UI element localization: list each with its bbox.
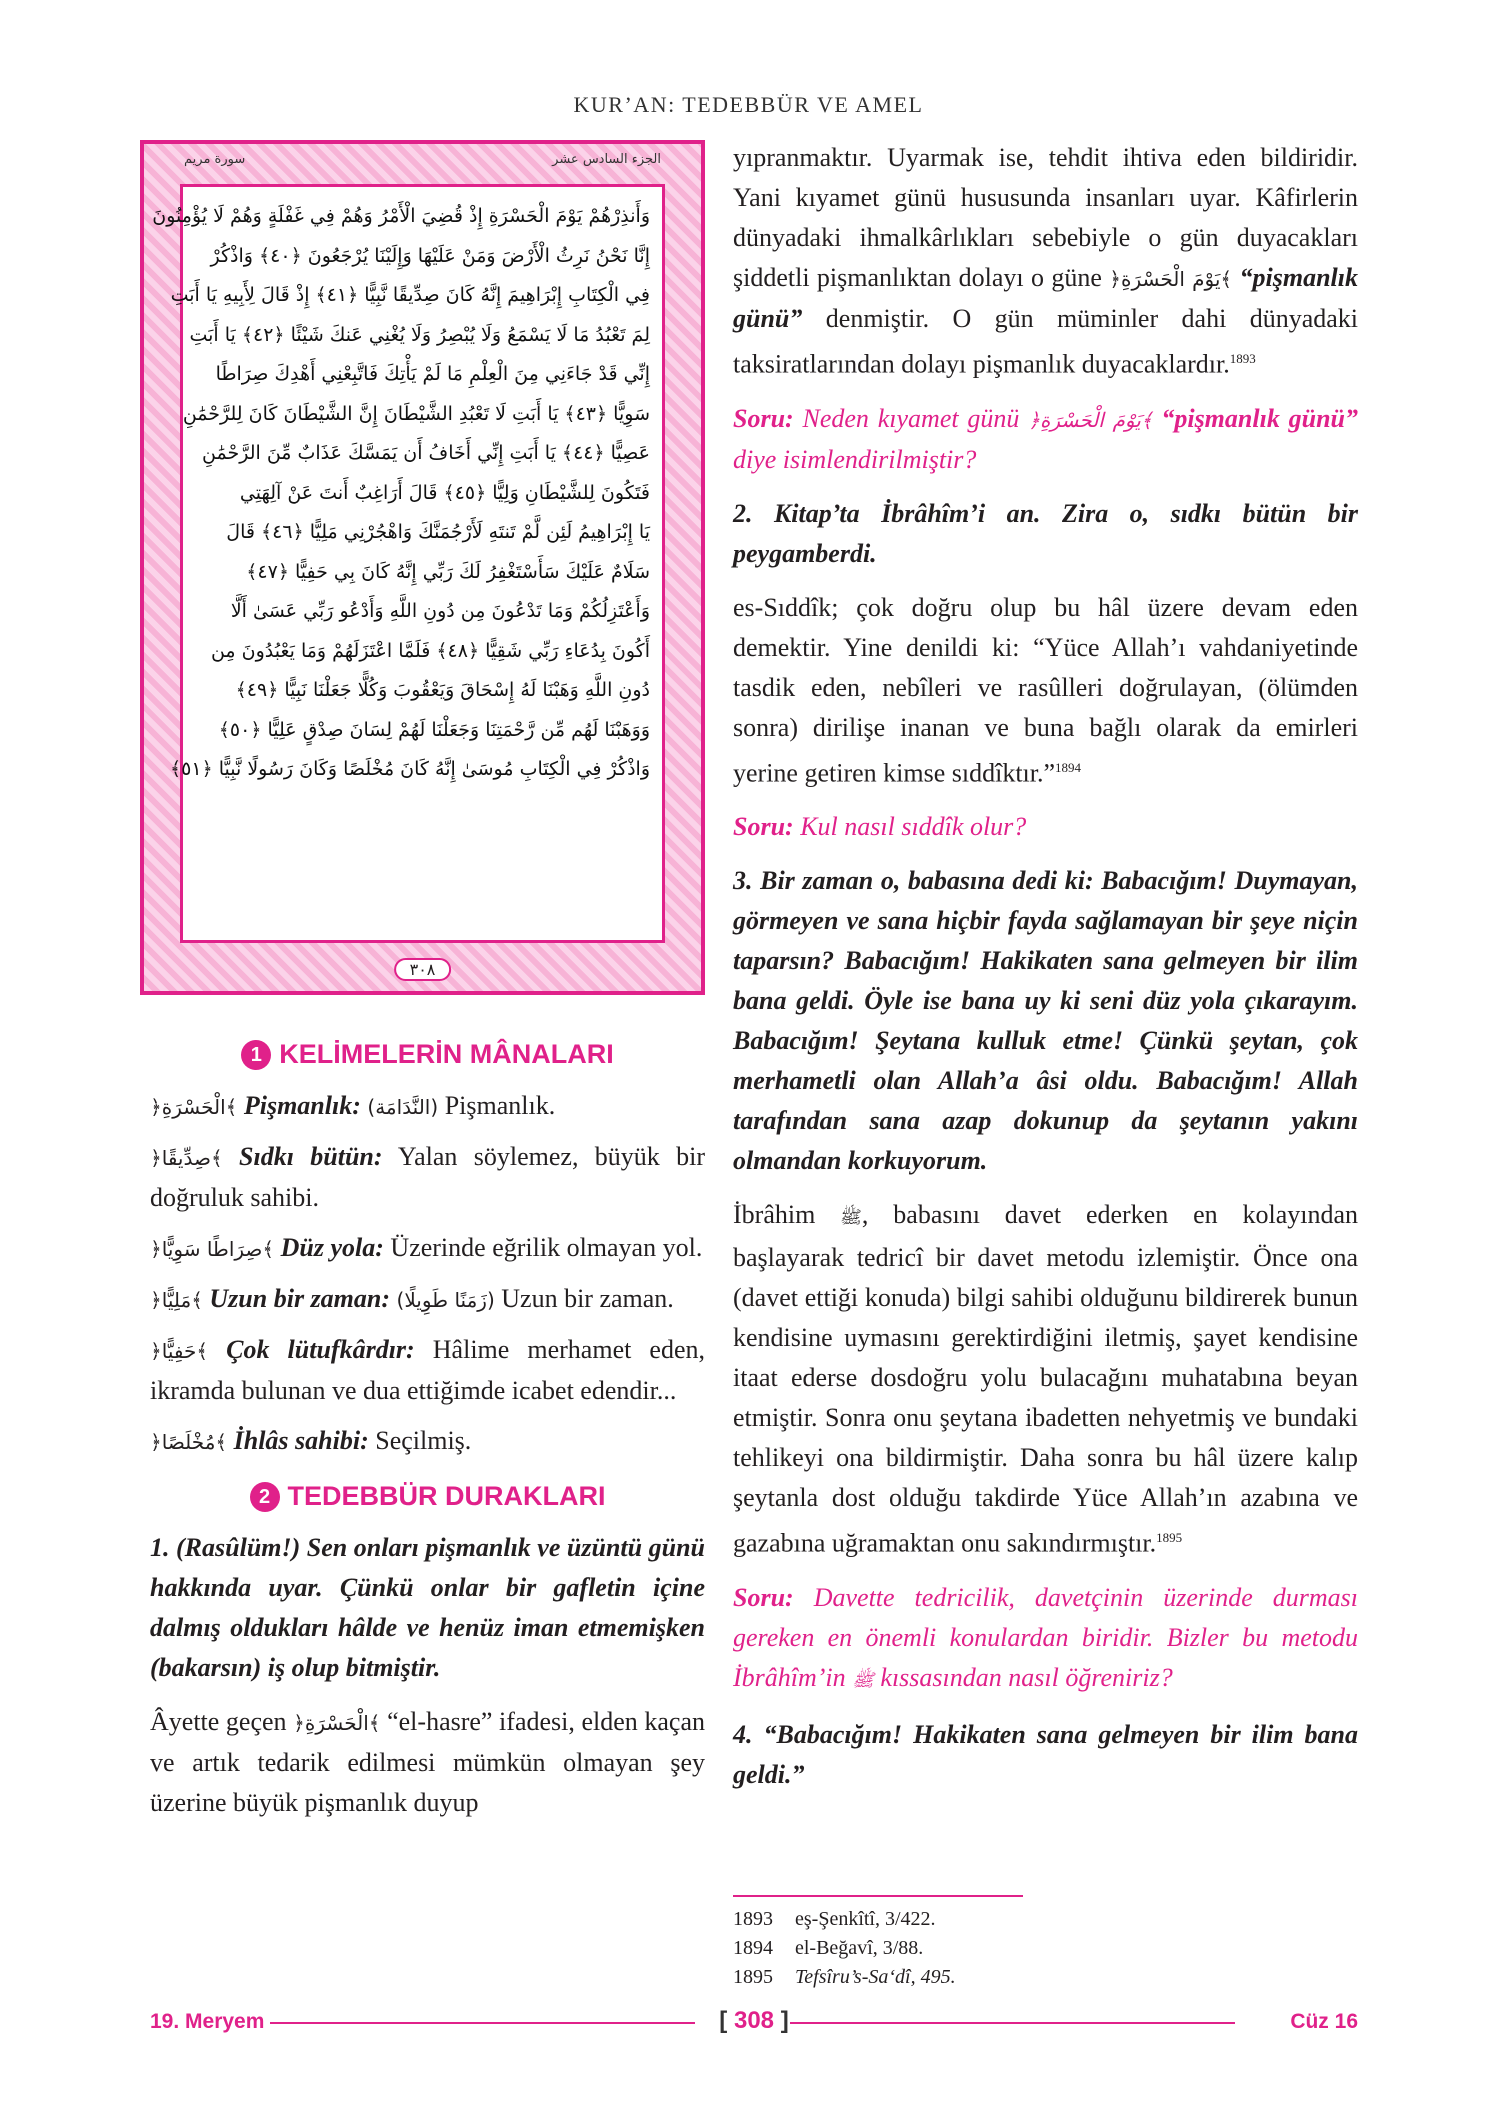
footer-surah: 19. Meryem (150, 2010, 265, 2033)
text-run: İbrâhim (733, 1200, 841, 1230)
mushaf-line: إِنِّي قَدْ جَاءَنِي مِنَ الْعِلْمِ مَا لَمْ يَأْتِكَ فَاتَّبِعْنِي أَهْدِكَ صِرَاطًا (215, 363, 650, 385)
mushaf-line: سَوِيًّا ﴿٤٣﴾ يَا أَبَتِ لَا تَعْبُدِ الشَّيْطَانَ إِنَّ الشَّيْطَانَ كَانَ لِلرَّحْمَٰنِ (182, 402, 650, 425)
mushaf-line: إِنَّا نَحْنُ نَرِثُ الْأَرْضَ وَمَنْ عَلَيْهَا وَإِلَيْنَا يُرْجَعُونَ ﴿٤٠﴾ وَاذْكُرْ (210, 244, 650, 267)
mushaf-line: يَا إِبْرَاهِيمُ لَئِن لَّمْ تَنتَهِ لَأَرْجُمَنَّكَ وَاهْجُرْنِي مَلِيًّا ﴿٤٦﴾ قَالَ (226, 521, 650, 543)
footer-page-number (713, 2007, 794, 2035)
question-label: Soru: (733, 812, 794, 842)
footnote (733, 1963, 1358, 1992)
commentary-paragraph (733, 1195, 1358, 1564)
mushaf-text-area (152, 184, 665, 943)
page-footer (150, 2007, 1358, 2040)
definition-item (150, 1228, 705, 1269)
arabic-term: ﴿الْحَسْرَةِ﴾ (293, 1711, 381, 1735)
question-paragraph (733, 807, 1358, 847)
mushaf-line: وَاذْكُرْ فِي الْكِتَابِ مُوسَىٰ إِنَّهُ كَانَ مُخْلَصًا وَكَانَ رَسُولًا نَّبِيًّا ﴿٥١﴾ (170, 758, 650, 780)
mushaf-line: عَصِيًّا ﴿٤٤﴾ يَا أَبَتِ إِنِّي أَخَافُ أَن يَمَسَّكَ عَذَابٌ مِّنَ الرَّحْمَٰنِ (202, 442, 650, 464)
mushaf-line: فَتَكُونَ لِلشَّيْطَانِ وَلِيًّا ﴿٤٥﴾ قَالَ أَرَاغِبٌ أَنتَ عَنْ آلِهَتِي (239, 481, 650, 504)
section-title: KELİMELERİN MÂNALARI (279, 1039, 614, 1069)
bracket-right: ] (780, 2007, 789, 2034)
definition-text: Yalan söylemez, büyük bir doğruluk sahibi. (150, 1142, 705, 1212)
page-number: 308 (733, 2007, 775, 2034)
section-title: TEDEBBÜR DURAKLARI (287, 1481, 606, 1511)
mushaf-line: وَوَهَبْنَا لَهُم مِّن رَّحْمَتِنَا وَجَعَلْنَا لَهُمْ لِسَانَ صِدْقٍ عَلِيًّا ﴿٥٠﴾ (218, 718, 650, 741)
text-run: kıssasından nasıl öğreniriz? (873, 1662, 1173, 1692)
footnote-number: 1894 (733, 1937, 773, 1959)
arabic-gloss: (النَّدَامَة) (367, 1095, 439, 1119)
verse-translation-1: 1. (Rasûlüm!) Sen onları pişmanlık ve üzüntü günü hakkında uyar. Çünkü onlar bir gafletin içine dalmış oldukları hâlde ve henüz iman etmemişken (bakarsın) iş olup bitmiştir. (150, 1533, 705, 1682)
definition-text: Uzun bir zaman. (494, 1284, 674, 1313)
section-heading-meanings (150, 1034, 705, 1074)
running-header: KUR’AN: TEDEBBÜR VE AMEL (573, 92, 924, 117)
commentary-paragraph (733, 138, 1358, 385)
inline-term: “pişmanlık günü” (1152, 403, 1359, 433)
salutation-icon: ﷺ (840, 1207, 862, 1229)
mushaf-line: سَلَامٌ عَلَيْكَ سَأَسْتَغْفِرُ لَكَ رَبِّي إِنَّهُ كَانَ بِي حَفِيًّا ﴿٤٧﴾ (246, 560, 650, 583)
footnote-ref: 1894 (1055, 759, 1082, 775)
arabic-term: ﴿يَوْمَ الْحَسْرَةِ﴾ (1109, 267, 1233, 291)
text-run: Neden kıyamet günü (793, 403, 1029, 433)
definition-term: Pişmanlık: (243, 1091, 361, 1120)
mushaf-line: وَأَعْتَزِلُكُمْ وَمَا تَدْعُونَ مِن دُونِ اللَّهِ وَأَدْعُو رَبِّي عَسَىٰ أَلَّا (230, 600, 650, 622)
mushaf-line: لِمَ تَعْبُدُ مَا لَا يَسْمَعُ وَلَا يُبْصِرُ وَلَا يُغْنِي عَنكَ شَيْئًا ﴿٤٢﴾ يَا أَبَتِ (189, 323, 650, 346)
footnote-divider (733, 1895, 1023, 1897)
definition-term: Sıdkı bütün: (239, 1142, 383, 1171)
section-number-badge: 2 (250, 1482, 280, 1512)
footnote-text: el-Beğavî, 3/88. (795, 1937, 924, 1959)
question-paragraph (733, 1578, 1358, 1701)
mushaf-juz-title: الجزء السادس عشر (552, 152, 661, 167)
text-run: “el-hasre” ifadesi, elden kaçan ve artık tedarik edilmesi mümkün olmayan şey üzerine büyük pişmanlık duyup (150, 1707, 705, 1817)
arabic-term: ﴿صِدِّيقًا﴾ (150, 1146, 223, 1170)
bracket-left: [ (719, 2007, 728, 2034)
verse-translation-4: 4. “Babacığım! Hakikaten sana gelmeyen bir ilim bana geldi.” (733, 1719, 1358, 1789)
arabic-term: ﴿يَوْمَ الْحَسْرَةِ﴾ (1028, 407, 1153, 432)
definition-item (150, 1086, 705, 1127)
footnotes (733, 1905, 1358, 1992)
question-paragraph (733, 399, 1358, 480)
footnote (733, 1905, 1358, 1934)
text-run: , babasını davet ederken en kolayından başlayarak tedricî bir davet metodu izlemiştir. Önce ona (davet ettiği konuda) bilgi sahibi olduğunu bildirerek bunun kendisine uymasını gerektirdiğini iletmiş, şayet kendisine itaat ederse dosdoğru yolu bulacağını muhatabına beyan etmiştir. Sonra onu şeytana ibadetten nehyetmiş ve bundaki tehlikeyi ona bildirmiştir. Daha sonra bu hâl üzere kalıp şeytanla dost olduğu takdirde Yüce Allah’ın azabına ve gazabına uğramaktan onu sakındırmıştır. (733, 1200, 1359, 1558)
arabic-term: ﴿حَفِيًّا﴾ (150, 1339, 209, 1363)
definition-item (150, 1279, 705, 1320)
question-label: Soru: (733, 1582, 794, 1612)
mushaf-line: وَأَنذِرْهُمْ يَوْمَ الْحَسْرَةِ إِذْ قُضِيَ الْأَمْرُ وَهُمْ فِي غَفْلَةٍ وَهُمْ لَا يُؤْمِنُونَ (152, 205, 650, 227)
text-run: diye isimlendirilmiştir? (733, 444, 977, 474)
footnote-ref: 1895 (1156, 1530, 1183, 1546)
footnote-text: eş-Şenkîtî, 3/422. (795, 1908, 936, 1930)
verse-translation-2: 2. Kitap’ta İbrâhîm’i an. Zira o, sıdkı bütün bir peygamberdi. (733, 498, 1358, 568)
mushaf-line: فِي الْكِتَابِ إِبْرَاهِيمَ إِنَّهُ كَانَ صِدِّيقًا نَّبِيًّا ﴿٤١﴾ إِذْ قَالَ لِأَبِيهِ يَا أَبَتِ (170, 284, 650, 306)
text-run: es-Sıddîk; çok doğru olup bu hâl üzere devam eden demektir. Yine denildi ki: “Yüce Allah’ı vahdaniyetinde tasdik eden, nebîleri ve rasûlleri doğrulayan, (ölümden sonra) dirilişe inanan ve buna bağlı olarak da emirleri yerine getiren kimse sıddîktır.” (733, 592, 1358, 788)
footer-rule-right (790, 2022, 1235, 2024)
footnote-number: 1893 (733, 1908, 773, 1930)
text-run: yıpranmaktır. Uyarmak ise, tehdit ihtiva eden bildiridir. Yani kıyamet günü hususunda insanları uyar. Kâfirlerin dünyadaki ihmalkârlıkları sebebiyle o gün duyacakları şiddetli pişmanlıktan dolayı o güne (733, 143, 1358, 292)
section-number-badge: 1 (241, 1040, 271, 1070)
text-run: denmiştir. O gün müminler dahi dünyadaki taksiratlarından dolayı pişmanlık duyacaklardır. (733, 304, 1358, 379)
commentary-paragraph (733, 588, 1358, 794)
footnote (733, 1934, 1358, 1963)
mushaf-surah-title: سورة مريم (184, 152, 246, 167)
footnote-number: 1895 (733, 1966, 773, 1988)
definition-term: İhlâs sahibi: (233, 1426, 369, 1455)
question-label: Soru: (733, 403, 794, 433)
arabic-term: ﴿مُخْلَصًا﴾ (150, 1430, 228, 1454)
footer-rule-left (270, 2022, 695, 2024)
right-column (733, 138, 1358, 1809)
mushaf-page-frame (140, 140, 705, 995)
commentary-paragraph (150, 1702, 705, 1823)
definition-text: Seçilmiş. (368, 1426, 472, 1455)
definition-term: Çok lütufkârdır: (226, 1335, 415, 1364)
text-run: Âyette geçen (150, 1707, 294, 1736)
section-heading-reflection (150, 1476, 705, 1516)
arabic-gloss: (زَمَنًا طَوِيلًا) (396, 1288, 495, 1312)
definition-item (150, 1330, 705, 1411)
text-run: Davette tedricilik, davetçinin üzerinde durması gereken en önemli konulardan biridir. Bizler bu metodu İbrâhîm’in (733, 1582, 1358, 1692)
arabic-term: ﴿صِرَاطًا سَوِيًّا﴾ (150, 1237, 275, 1261)
arabic-term: ﴿مَلِيًّا﴾ (150, 1288, 203, 1312)
definition-term: Düz yola: (280, 1233, 384, 1262)
footer-juz: Cüz 16 (1290, 2010, 1358, 2033)
footnote-ref: 1893 (1229, 351, 1256, 366)
inline-term: “pişmanlık günü” (733, 263, 1358, 333)
definition-item (150, 1421, 705, 1462)
mushaf-line: أَكُونَ بِدُعَاءِ رَبِّي شَقِيًّا ﴿٤٨﴾ فَلَمَّا اعْتَزَلَهُمْ وَمَا يَعْبُدُونَ مِن (210, 639, 650, 662)
salutation-icon: ﷺ (852, 1669, 874, 1691)
definition-text: Pişmanlık. (438, 1091, 556, 1120)
arabic-term: ﴿الْحَسْرَةِ﴾ (150, 1095, 238, 1119)
definition-item (150, 1137, 705, 1218)
definition-term: Uzun bir zaman: (209, 1284, 391, 1313)
left-column (150, 1020, 705, 1837)
text-run: Kul nasıl sıddîk olur? (793, 812, 1027, 842)
definition-text: Üzerinde eğrilik olmayan yol. (383, 1233, 703, 1262)
definition-text: Hâlime merhamet eden, ikramda bulunan ve dua ettiğimde icabet edendir... (150, 1335, 705, 1405)
verse-translation-3: 3. Bir zaman o, babasına dedi ki: Babacığım! Duymayan, görmeyen ve sana hiçbir fayda sağlamayan bir şeye niçin taparsın? Babacığım! Hakikaten sana gelmeyen bir ilim bana geldi. Öyle ise bana uy ki seni düz yola çıkarayım. Babacığım! Şeytana kulluk etme! Çünkü şeytan, çok merhametli olan Allah’a âsi oldu. Babacığım! Allah tarafından sana azap dokunup da şeytanın yakını olmandan korkuyorum. (733, 866, 1358, 1176)
footnote-text: Tefsîru’s-Sa‘dî, 495. (795, 1966, 956, 1988)
mushaf-page-number: ٣٠٨ (394, 958, 452, 981)
mushaf-line: دُونِ اللَّهِ وَهَبْنَا لَهُ إِسْحَاقَ وَيَعْقُوبَ وَكُلًّا جَعَلْنَا نَبِيًّا ﴿٤٩﴾ (235, 679, 650, 701)
